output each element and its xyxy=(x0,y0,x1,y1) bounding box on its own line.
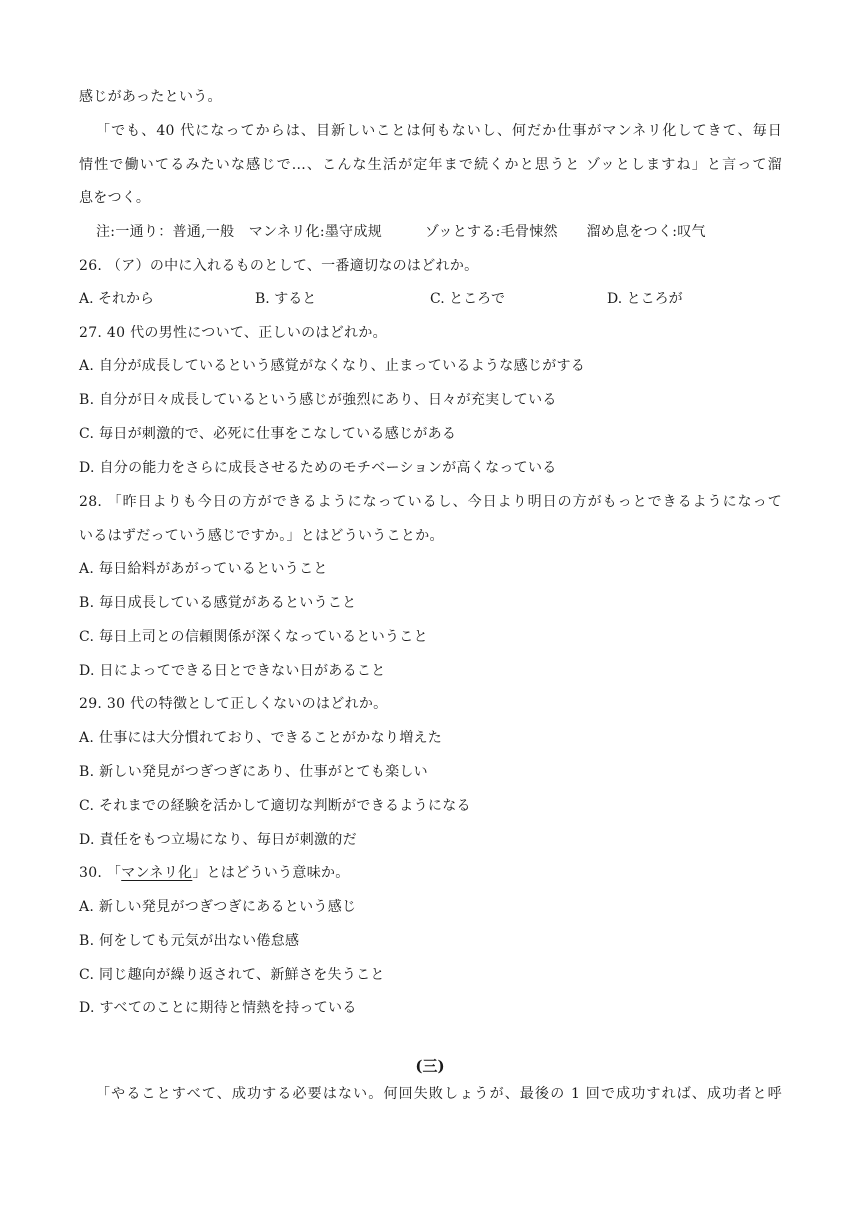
question-29-option-b: B. 新しい発見がつぎつぎにあり、仕事がとても楽しい xyxy=(79,764,428,780)
question-29-option-d: D. 責任をもつ立場になり、毎日が刺激的だ xyxy=(79,832,357,848)
question-28-stem-cont: いるはずだっていう感じですか。」とはどういうことか。 xyxy=(79,528,444,544)
question-28-option-c: C. 毎日上司との信頼関係が深くなっているということ xyxy=(79,629,428,645)
question-30-option-c: C. 同じ趣向が繰り返されて、新鮮さを失うこと xyxy=(79,967,385,983)
question-29-option-c: C. それまでの経験を活かして適切な判断ができるようになる xyxy=(79,798,471,814)
question-29-stem: 29. 30 代の特徴として正しくないのはどれか。 xyxy=(79,696,388,712)
question-26-option-d: D. ところが xyxy=(607,291,683,307)
question-29-option-a: A. 仕事には大分慣れており、できることがかなり増えた xyxy=(79,730,443,746)
question-27-option-c: C. 毎日が刺激的で、必死に仕事をこなしている感じがある xyxy=(79,426,457,442)
question-30-underlined-term: マンネリ化 xyxy=(121,865,193,881)
passage-line: 「でも、40 代になってからは、目新しいことは何もないし、何だか仕事がマンネリ化してきて、毎日 xyxy=(96,123,782,139)
passage-line: 息をつく。 xyxy=(79,190,151,206)
vocabulary-note: 注:一通り：普通,一般 マンネリ化:墨守成规 ゾッとする:毛骨悚然 溜め息をつく:叹气 xyxy=(96,224,706,240)
question-26-stem: 26. （ア）の中に入れるものとして、一番適切なのはどれか。 xyxy=(79,258,479,274)
question-26-option-b: B. すると xyxy=(255,291,317,307)
question-27-option-d: D. 自分の能力をさらに成長させるためのモチベーションが高くなっている xyxy=(79,460,557,476)
question-30-stem-prefix: 30. 「 xyxy=(79,865,122,881)
passage-line: 感じがあったという。 xyxy=(79,89,222,105)
question-28-option-b: B. 毎日成長している感覚があるということ xyxy=(79,595,357,611)
question-27-option-b: B. 自分が日々成長しているという感じが強烈にあり、日々が充実している xyxy=(79,392,557,408)
question-30-option-a: A. 新しい発見がつぎつぎにあるという感じ xyxy=(79,899,357,915)
passage-line: 情性で働いてるみたいな感じで...、こんな生活が定年まで続くかと思うと ゾッとしますね」と言って溜 xyxy=(79,157,782,173)
question-30-stem-suffix: 」とはどういう意味か。 xyxy=(192,865,350,881)
question-30-option-d: D. すべてのことに期待と情熱を持っている xyxy=(79,1000,357,1016)
question-27-option-a: A. 自分が成長しているという感覚がなくなり、止まっているような感じがする xyxy=(79,358,586,374)
question-26-option-a: A. それから xyxy=(79,291,155,307)
section-heading: (三) xyxy=(415,1057,445,1075)
question-30-option-b: B. 何をしても元気が出ない倦怠感 xyxy=(79,933,300,949)
question-30-stem xyxy=(79,863,782,883)
question-27-stem: 27. 40 代の男性について、正しいのはどれか。 xyxy=(79,325,387,341)
question-28-option-a: A. 毎日給料があがっているということ xyxy=(79,561,328,577)
question-28-option-d: D. 日によってできる日とできない日があること xyxy=(79,663,386,679)
section-3-passage-line: 「やることすべて、成功する必要はない。何回失敗しょうが、最後の 1 回で成功すれば、成功者と呼 xyxy=(96,1086,782,1102)
question-26-option-c: C. ところで xyxy=(430,291,505,307)
question-28-stem: 28. 「昨日よりも今日の方ができるようになっているし、今日より明日の方がもっとできるようになって xyxy=(79,494,782,510)
